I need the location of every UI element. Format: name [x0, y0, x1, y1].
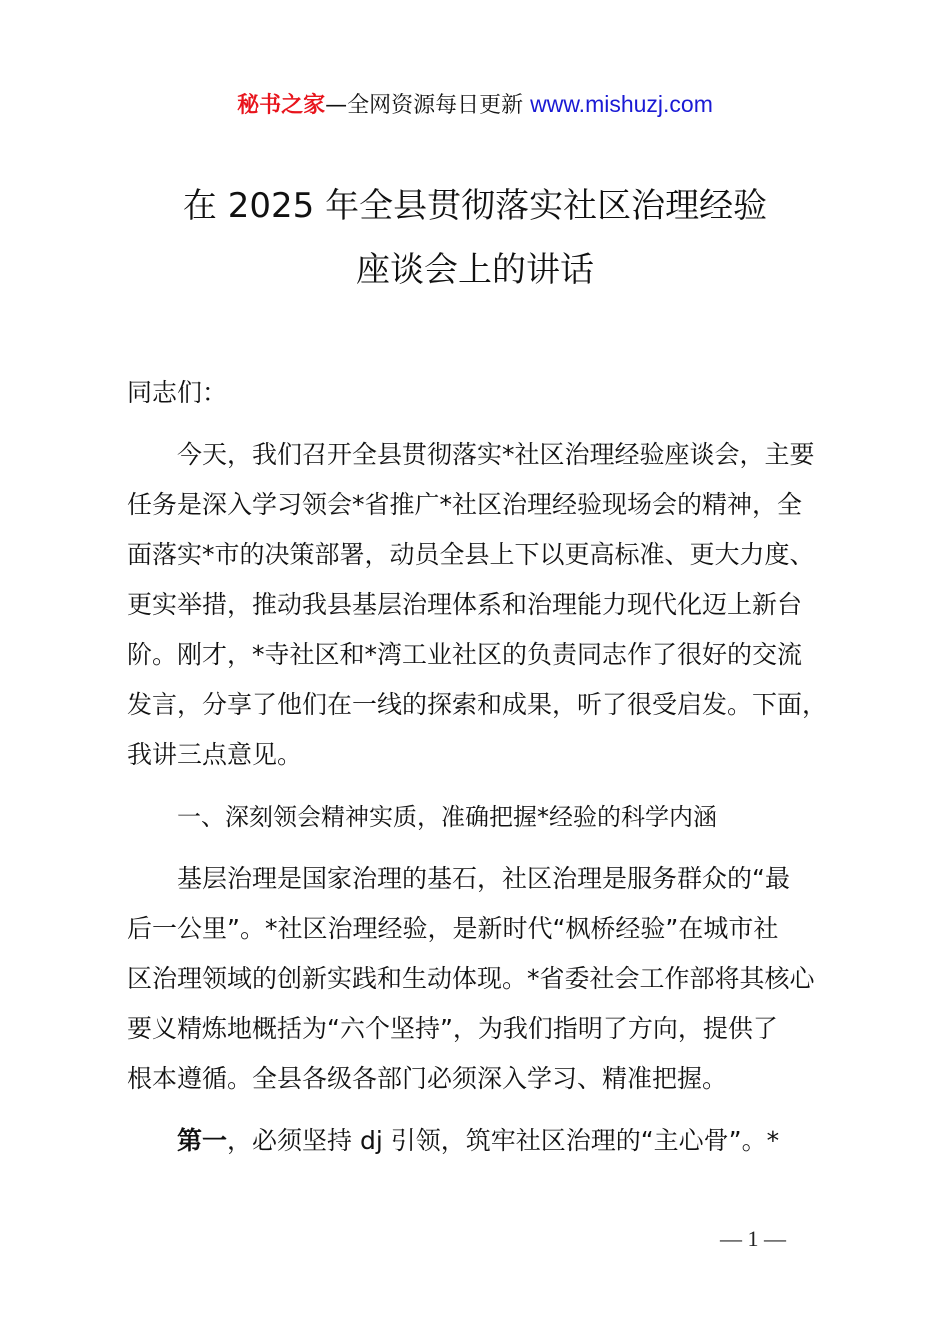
document-title-line-1: 在 2025 年全县贯彻落实社区治理经验 — [182, 186, 768, 226]
header-slogan: —全网资源每日更新 — [325, 93, 531, 118]
salutation: 同志们： — [127, 378, 228, 407]
site-url-link[interactable]: www.mishuzj.com — [530, 91, 713, 117]
document-title-line-2: 座谈会上的讲话 — [356, 250, 594, 290]
point-one-line — [177, 1124, 779, 1158]
section-heading-1: 一、深刻领会精神实质，准确把握*经验的科学内涵 — [177, 803, 717, 831]
body-line: 发言，分享了他们在一线的探索和成果，听了很受启发。下面， — [127, 690, 828, 719]
body-line: 更实举措，推动我县基层治理体系和治理能力现代化迈上新台 — [127, 590, 803, 619]
body-line: 我讲三点意见。 — [127, 740, 303, 769]
body-line: 阶。刚才，*寺社区和*湾工业社区的负责同志作了很好的交流 — [127, 640, 803, 669]
point-one-label: 第一 — [177, 1126, 228, 1155]
body-line: 后一公里”。*社区治理经验，是新时代“枫桥经验”在城市社 — [127, 914, 779, 943]
body-line: 基层治理是国家治理的基石，社区治理是服务群众的“最 — [177, 864, 790, 893]
page-number: — 1 — — [720, 1226, 786, 1251]
body-line: 任务是深入学习领会*省推广*社区治理经验现场会的精神，全 — [127, 490, 803, 519]
site-header-banner — [0, 88, 950, 122]
body-line: 面落实*市的决策部署，动员全县上下以更高标准、更大力度、 — [127, 540, 815, 569]
body-line: 要义精炼地概括为“六个坚持”，为我们指明了方向，提供了 — [127, 1014, 778, 1043]
point-one-text: ，必须坚持 dj 引领，筑牢社区治理的“主心骨”。* — [227, 1126, 780, 1155]
body-line: 今天，我们召开全县贯彻落实*社区治理经验座谈会，主要 — [177, 440, 815, 469]
body-line: 根本遵循。全县各级各部门必须深入学习、精准把握。 — [127, 1064, 728, 1093]
body-line: 区治理领域的创新实践和生动体现。*省委社会工作部将其核心 — [127, 964, 815, 993]
brand-name: 秘书之家 — [237, 93, 326, 118]
